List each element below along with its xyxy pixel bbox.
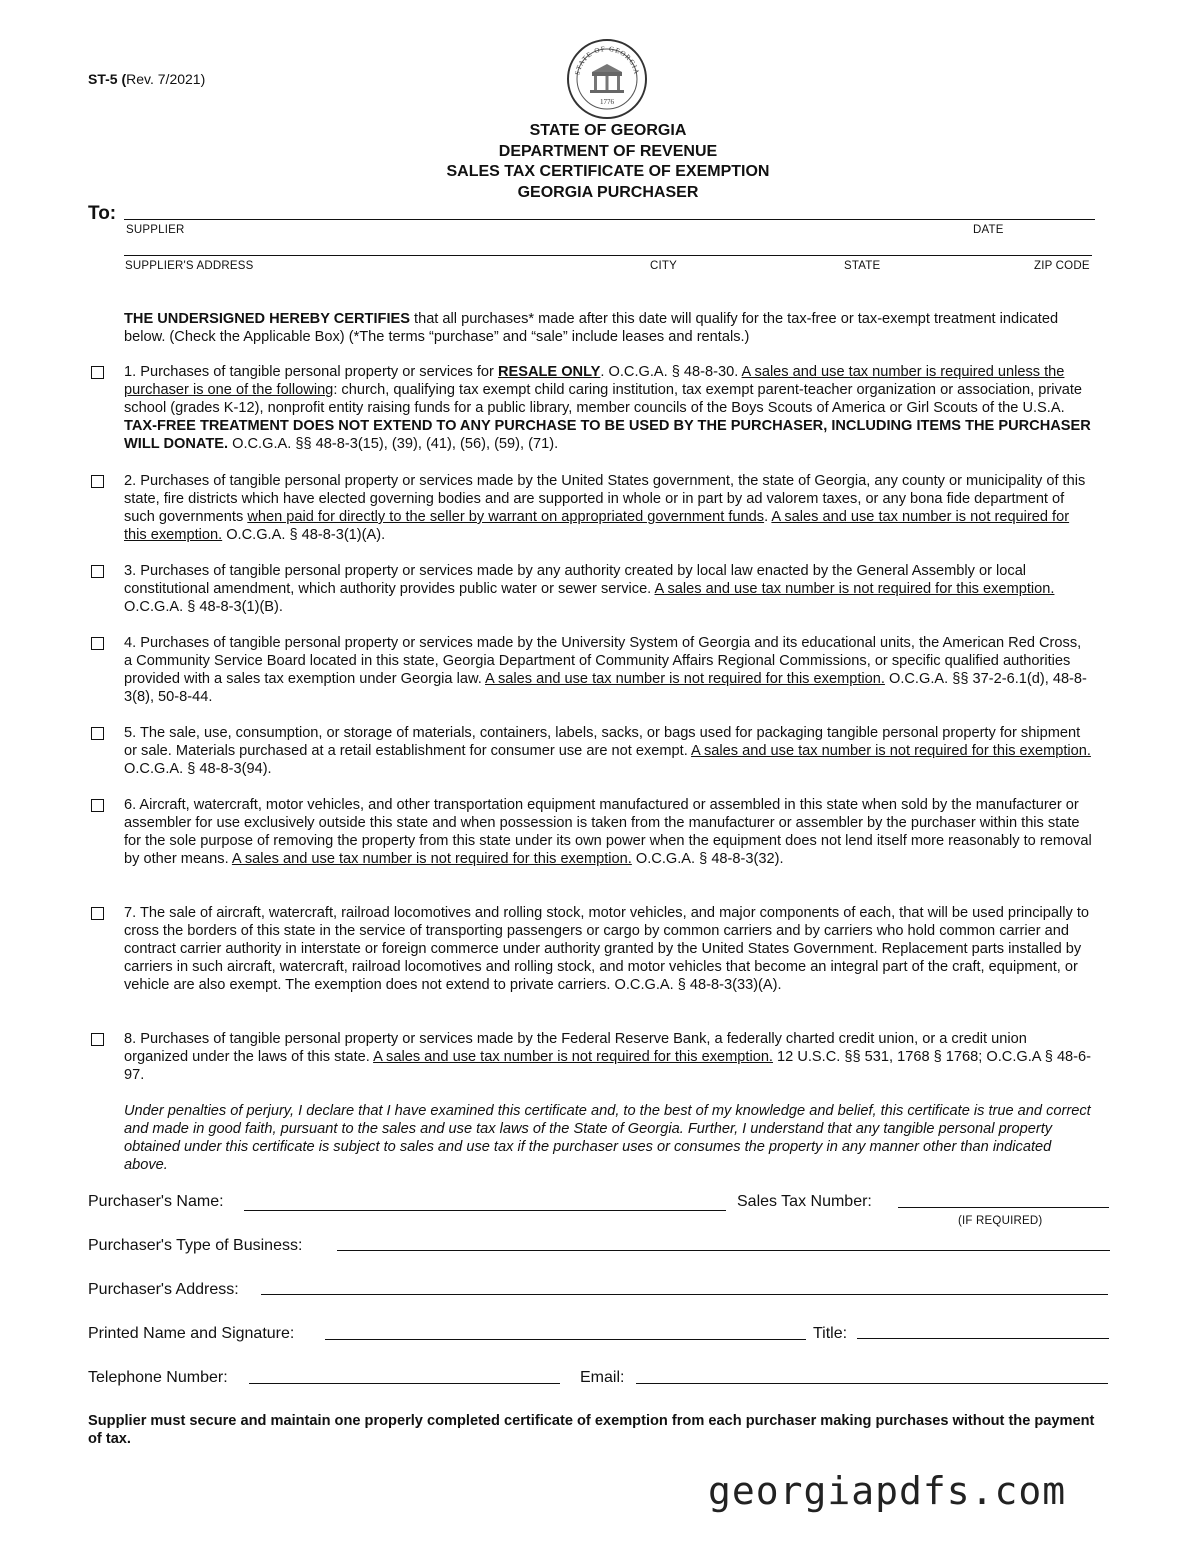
georgia-state-seal (566, 38, 648, 120)
checkbox-item-7[interactable] (91, 907, 104, 920)
email-field[interactable] (636, 1383, 1108, 1384)
city-label: CITY (650, 260, 677, 272)
checkbox-item-2[interactable] (91, 475, 104, 488)
title-department: DEPARTMENT OF REVENUE (498, 142, 718, 160)
form-id: ST-5 (Rev. 7/2021) (88, 71, 206, 87)
checkbox-item-1[interactable] (91, 366, 104, 379)
seal-year: 1776 (600, 98, 614, 106)
exemption-item-2: 2. Purchases of tangible personal property or services made by the United States government, the state of Georgia, any county or municipality of this state, fire districts which have elected governing bodies and are supported in whole or in part by ad valorem taxes, or any bona fide department of such governments when paid for directly to the seller by warrant on appropriated government funds. A sales and use tax number is not required for this exemption. O.C.G.A. § 48-8-3(1)(A). (124, 473, 1086, 543)
perjury-declaration: Under penalties of perjury, I declare that I have examined this certificate and, to the best of my knowledge and belief, this certificate is true and correct and made in good faith, pursuant to the sales and use tax laws of the State of Georgia. Further, I understand that any tangible personal property obtained under this certificate is subject to sales and use tax if the purchaser uses or consumes the property in any manner other than indicated above. (124, 1103, 1091, 1173)
printed-name-field[interactable] (325, 1339, 806, 1340)
telephone-field[interactable] (249, 1383, 560, 1384)
date-label: DATE (973, 224, 1004, 236)
form-titles (0, 121, 1198, 203)
title-purchaser: GEORGIA PURCHASER (517, 183, 699, 201)
certification-statement: THE UNDERSIGNED HEREBY CERTIFIES that all purchases* made after this date will qualify for the tax-free or tax-exempt treatment indicated below. (Check the Applicable Box) (*The terms “purchase” and “sale” include leases and rentals.) (124, 311, 1059, 345)
zip-code-label: ZIP CODE (1034, 260, 1090, 272)
purchaser-address-label: Purchaser's Address: (88, 1281, 239, 1298)
exemption-item-7: 7. The sale of aircraft, watercraft, railroad locomotives and rolling stock, motor vehicles, and major components of each, that will be used principally to cross the borders of this state in the service of transporting passengers or cargo by common carriers and by carriers who hold common carrier and contract carrier authority in interstate or foreign commerce under authority granted by the United States Government. Replacement parts installed by carriers in such aircraft, watercraft, railroad locomotives and rolling stock, and motor vehicles that become an integral part of the craft, equipment, or vehicle are also exempt. The exemption does not extend to private carriers. O.C.G.A. § 48-8-3(33)(A). (124, 905, 1089, 993)
state-label: STATE (844, 260, 881, 272)
exemption-item-6: 6. Aircraft, watercraft, motor vehicles, and other transportation equipment manufactured or assembled in this state when sold by the manufacturer or assembler for use exclusively outside this state and when possession is taken from the manufacturer or assembler by the purchaser within this state for the sole purpose of removing the property from this state under its own power when the equipment does not lend itself more reasonably to removal by other means. A sales and use tax number is not required for this exemption. O.C.G.A. § 48-8-3(32). (124, 797, 1092, 867)
supplier-note: Supplier must secure and maintain one properly completed certificate of exemption from each purchaser making purchases without the payment of tax. (88, 1413, 1095, 1447)
sales-tax-number-field[interactable] (898, 1207, 1109, 1208)
supplier-date-line[interactable] (124, 219, 1095, 220)
checkbox-item-3[interactable] (91, 565, 104, 578)
supplier-address-label: SUPPLIER'S ADDRESS (125, 260, 254, 272)
email-label: Email: (580, 1369, 625, 1386)
title-state: STATE OF GEORGIA (529, 122, 687, 139)
if-required-note: (IF REQUIRED) (958, 1215, 1043, 1227)
exemption-item-4: 4. Purchases of tangible personal property or services made by the University System of Georgia and its educational units, the American Red Cross, a Community Service Board located in this state, Georgia Department of Community Affairs Regional Commissions, or specific qualified authorities provided with a sales tax exemption under Georgia law. A sales and use tax number is not required for this exemption. O.C.G.A. §§ 37-2-6.1(d), 48-8-3(8), 50-8-44. (124, 635, 1087, 705)
title-field[interactable] (857, 1338, 1109, 1339)
watermark: georgiapdfs.com (708, 1469, 1067, 1513)
exemption-item-8: 8. Purchases of tangible personal property or services made by the Federal Reserve Bank, a federally charted credit union, or a credit union organized under the laws of this state. A sales and use tax number is not required for this exemption. 12 U.S.C. §§ 531, 1768 § 1768; O.C.G.A § 48-6-97. (124, 1031, 1092, 1083)
printed-name-label: Printed Name and Signature: (88, 1325, 295, 1342)
exemption-item-3: 3. Purchases of tangible personal property or services made by any authority created by local law enacted by the General Assembly or local constitutional amendment, which authority provides public water or sewer service. A sales and use tax number is not required for this exemption. O.C.G.A. § 48-8-3(1)(B). (124, 563, 1055, 615)
purchaser-name-field[interactable] (244, 1210, 726, 1211)
seal-text: STATE OF GEORGIA (573, 44, 641, 76)
checkbox-item-5[interactable] (91, 727, 104, 740)
exemption-item-1: 1. Purchases of tangible personal property or services for RESALE ONLY. O.C.G.A. § 48-8-30. A sales and use tax number is required unless the purchaser is one of the following: church, qualifying tax exempt child caring institution, tax exempt parent-teacher organization or association, private school (grades K-12), nonprofit entity raising funds for a public library, member councils of the Boys Scouts of America or Girl Scouts of the U.S.A. TAX-FREE TREATMENT DOES NOT EXTEND TO ANY PURCHASE TO BE USED BY THE PURCHASER, INCLUDING ITEMS THE PURCHASER WILL DONATE. O.C.G.A. §§ 48-8-3(15), (39), (41), (56), (59), (71). (124, 364, 1091, 452)
supplier-label: SUPPLIER (126, 224, 185, 236)
purchaser-address-field[interactable] (261, 1294, 1108, 1295)
title-label: Title: (813, 1325, 848, 1342)
exemption-item-5: 5. The sale, use, consumption, or storage of materials, containers, labels, sacks, or bags used for packaging tangible personal property for shipment or sale. Materials purchased at a retail establishment for consumer use are not exempt. A sales and use tax number is not required for this exemption. O.C.G.A. § 48-8-3(94). (124, 725, 1091, 777)
to-label: To: (88, 203, 117, 224)
title-certificate: SALES TAX CERTIFICATE OF EXEMPTION (446, 163, 770, 180)
checkbox-item-8[interactable] (91, 1033, 104, 1046)
checkbox-item-4[interactable] (91, 637, 104, 650)
business-type-label: Purchaser's Type of Business: (88, 1237, 303, 1254)
business-type-field[interactable] (337, 1250, 1110, 1251)
supplier-address-line[interactable] (124, 255, 1092, 256)
sales-tax-number-label: Sales Tax Number: (737, 1193, 872, 1210)
purchaser-name-label: Purchaser's Name: (88, 1193, 224, 1210)
checkbox-item-6[interactable] (91, 799, 104, 812)
telephone-label: Telephone Number: (88, 1369, 228, 1386)
